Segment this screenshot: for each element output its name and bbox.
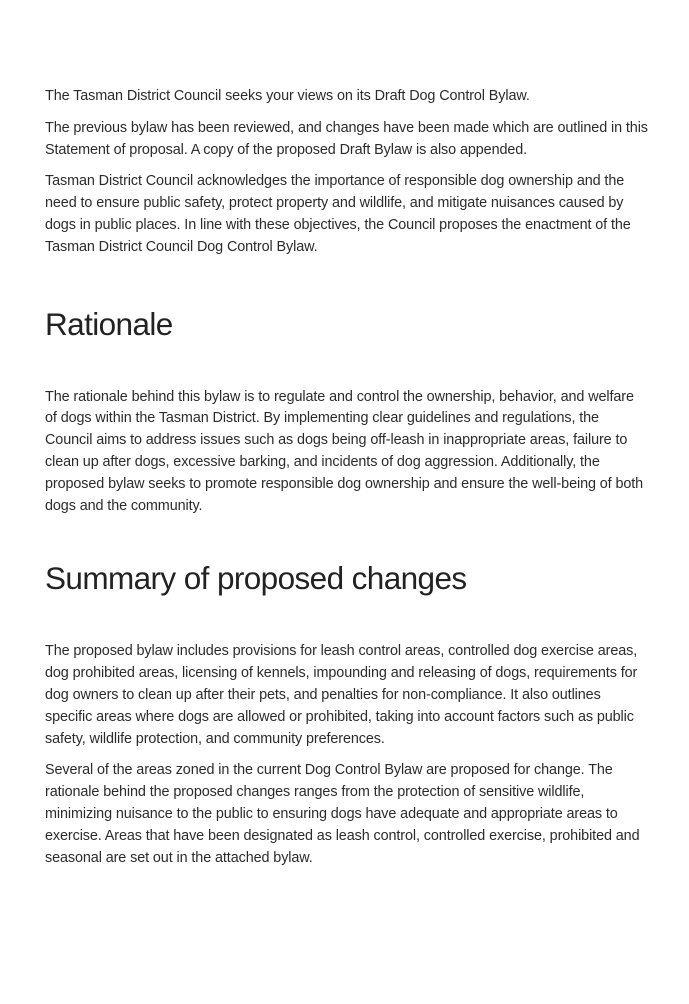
intro-paragraph-3: Tasman District Council acknowledges the importance of responsible dog ownership and the need to ensure public safety, protect property and wildlife, and mitigate nuisances caused by dogs in public places. In line with these objectives, the Council proposes the enactment of the Tasman District Council Dog Control Bylaw.: [45, 173, 631, 255]
rationale-heading: Rationale: [45, 305, 173, 342]
summary-paragraph-2: Several of the areas zoned in the current Dog Control Bylaw are proposed for change. The rationale behind the proposed changes ranges from the protection of sensitive wildlife, minimizing nuisance to the public to ensuring dogs have adequate and appropriate areas to exercise. Areas that have been designated as leash control, controlled exercise, prohibited and seasonal are set out in the attached bylaw.: [45, 762, 640, 866]
summary-section: [45, 559, 649, 869]
rationale-section: [45, 305, 649, 518]
intro-section: [45, 86, 649, 259]
document-page: [45, 86, 649, 879]
intro-paragraph-1: The Tasman District Council seeks your views on its Draft Dog Control Bylaw.: [45, 88, 530, 104]
rationale-paragraph-1: The rationale behind this bylaw is to regulate and control the ownership, behavior, and welfare of dogs within the Tasman District. By implementing clear guidelines and regulations, the Council aims to address issues such as dogs being off-leash in inappropriate areas, failure to clean up after dogs, excessive barking, and incidents of dog aggression. Additionally, the proposed bylaw seeks to promote responsible dog ownership and ensure the well-being of both dogs and the community.: [45, 388, 644, 514]
summary-heading: Summary of proposed changes: [45, 560, 467, 597]
summary-paragraph-1: The proposed bylaw includes provisions for leash control areas, controlled dog exercise areas, dog prohibited areas, licensing of kennels, impounding and releasing of dogs, requirements for dog owners to clean up after their pets, and penalties for non-compliance. It also outlines specific areas where dogs are allowed or prohibited, taking into account factors such as public safety, wildlife protection, and community preferences.: [45, 643, 638, 747]
intro-paragraph-2: The previous bylaw has been reviewed, and changes have been made which are outlined in this Statement of proposal. A copy of the proposed Draft Bylaw is also appended.: [45, 119, 648, 158]
